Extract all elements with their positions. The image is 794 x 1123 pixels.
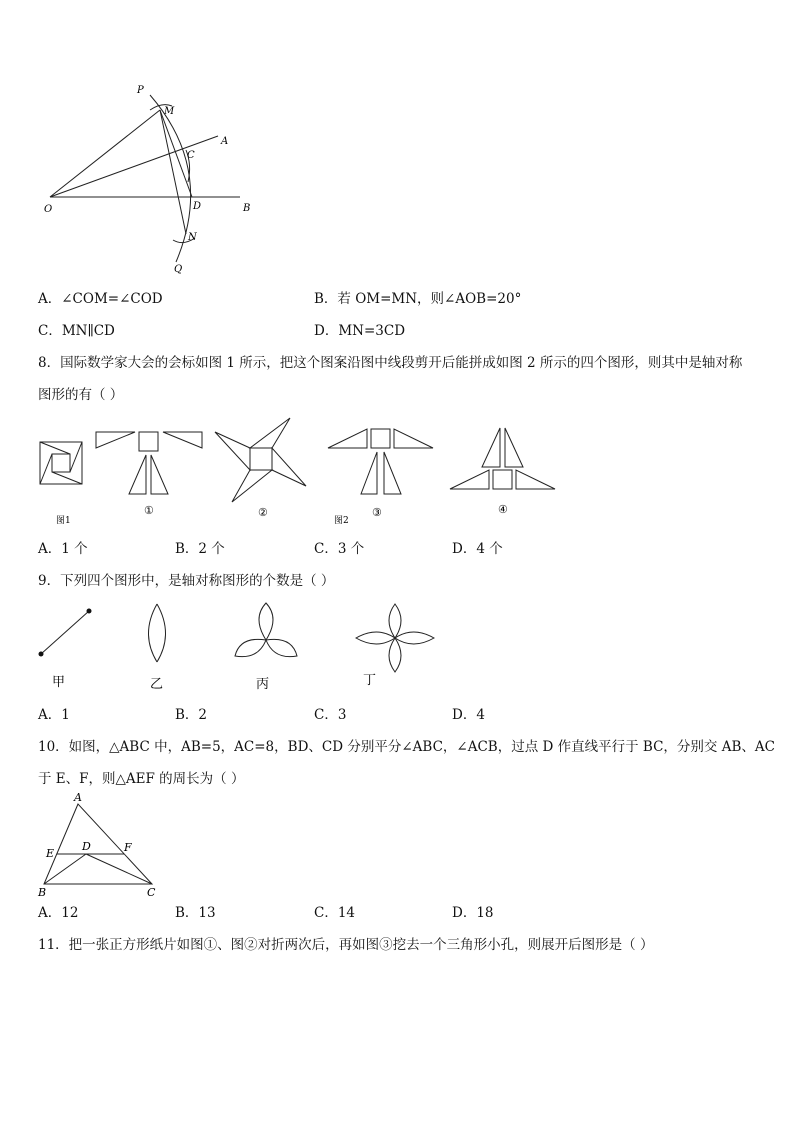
q10-label-D: D	[82, 840, 91, 853]
q10-stem-line2: 于 E、F，则△AEF 的周长为（ ）	[38, 771, 245, 787]
q7-label-A: A	[221, 136, 229, 147]
q7-label-D: D	[193, 201, 202, 212]
q8-option-a: A．1 个	[38, 541, 88, 557]
q7-label-Q: Q	[174, 264, 183, 275]
q9-figures	[0, 600, 794, 700]
q7-label-P: P	[137, 85, 144, 96]
q10-option-d: D．18	[452, 905, 494, 921]
q7-label-C: C	[187, 150, 195, 161]
q10-label-E: E	[46, 847, 55, 860]
q10-label-F: F	[124, 841, 132, 854]
q8-option-d: D．4 个	[452, 541, 503, 557]
q11-stem: 11．把一张正方形纸片如图①、图②对折两次后，再如图③挖去一个三角形小孔，则展开后图形是（ ）	[38, 937, 654, 953]
q8-fig-circled-3: ③	[372, 506, 382, 519]
q9-option-c: C．3	[314, 707, 347, 723]
q8-fig2-label: 图2	[334, 516, 349, 526]
q8-fig-circled-2: ②	[258, 506, 268, 519]
q10-option-b: B．13	[175, 905, 216, 921]
q7-option-b: B．若 OM=MN，则∠AOB=20°	[314, 291, 522, 307]
q8-option-b: B．2 个	[175, 541, 225, 557]
q7-label-B: B	[243, 203, 251, 214]
q9-stem: 9．下列四个图形中，是轴对称图形的个数是（ ）	[38, 573, 335, 589]
q10-label-B: B	[38, 886, 47, 899]
q7-label-M: M	[164, 106, 175, 117]
q10-label-A: A	[74, 791, 82, 804]
q9-option-b: B．2	[175, 707, 208, 723]
q9-option-d: D．4	[452, 707, 485, 723]
q9-label-jia: 甲	[52, 675, 66, 690]
q9-option-a: A．1	[38, 707, 70, 723]
q7-label-N: N	[188, 232, 197, 243]
q7-option-c: C．MN∥CD	[38, 323, 115, 339]
q10-stem-line1: 10．如图，△ABC 中，AB=5，AC=8，BD、CD 分别平分∠ABC，∠ACB，过点 D 作直线平行于 BC，分别交 AB、AC	[38, 739, 775, 755]
q9-label-yi: 乙	[150, 677, 164, 692]
q7-option-a: A．∠COM=∠COD	[38, 291, 163, 307]
q8-option-c: C．3 个	[314, 541, 365, 557]
q8-fig-circled-1: ①	[144, 504, 154, 517]
q10-triangle-figure	[0, 790, 200, 900]
q7-option-d: D．MN=3CD	[314, 323, 406, 339]
q8-figures	[0, 410, 794, 550]
q10-option-c: C．14	[314, 905, 356, 921]
q10-option-a: A．12	[38, 905, 79, 921]
q7-label-O: O	[44, 204, 53, 215]
q8-stem-line2: 图形的有（ ）	[38, 387, 124, 403]
q7-geometry-figure	[0, 0, 794, 290]
q8-fig-circled-4: ④	[498, 503, 508, 516]
q8-stem-line1: 8．国际数学家大会的会标如图 1 所示，把这个图案沿图中线段剪开后能拼成如图 2 所示的四个图形，则其中是轴对称	[38, 355, 743, 371]
q10-label-C: C	[147, 886, 156, 899]
q9-label-bing: 丙	[256, 677, 270, 692]
q8-fig1-label: 图1	[56, 516, 71, 526]
q9-label-ding: 丁	[363, 673, 377, 688]
